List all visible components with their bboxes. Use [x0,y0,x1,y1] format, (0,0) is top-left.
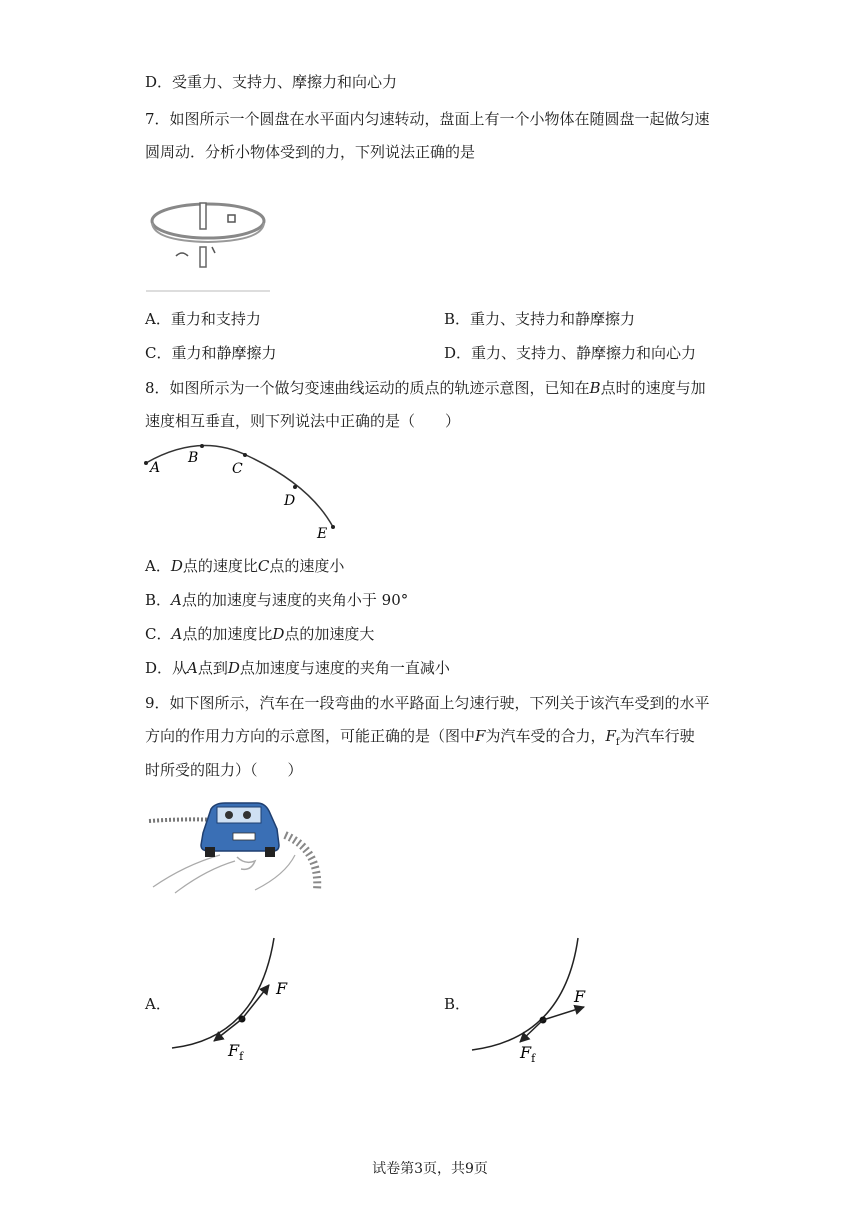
point-e-label: E [317,526,328,542]
car-on-curved-road-figure [145,795,325,895]
q9-option-b-figure [468,938,608,1068]
q9-option-a-label: A． [145,995,171,1013]
q6-option-d: D．受重力、支持力、摩擦力和向心力 [145,73,398,91]
q7-option-d: D．重力、支持力、静摩擦力和向心力 [444,344,697,362]
point-a-label: A [150,460,161,476]
trajectory-figure [140,440,350,545]
point-b-label: B [188,450,199,466]
q7-stem-line2: 圆周动．分析小物体受到的力，下列说法正确的是 [145,143,476,161]
q8-stem-line2: 速度相互垂直，则下列说法中正确的是（ ） [145,412,461,430]
q9-option-a-figure [168,938,308,1068]
q8-option-c: C．A点的加速度比D点的加速度大 [145,625,375,643]
rotating-disc-figure [140,195,280,295]
q7-option-b: B．重力、支持力和静摩擦力 [444,310,636,328]
q9-stem-line3: 时所受的阻力）（ ） [145,761,303,779]
q8-stem-line1: 8．如图所示为一个做匀变速曲线运动的质点的轨迹示意图，已知在B点时的速度与加 [145,379,706,397]
q7-option-c: C．重力和静摩擦力 [145,344,277,362]
q9-a-force-ff: $F_f$ [228,1041,244,1063]
q9-a-force-f: F [276,979,288,998]
q7-option-a: A．重力和支持力 [145,310,261,328]
q9-stem-line2: 方向的作用力方向的示意图，可能正确的是（图中F为汽车受的合力，$F_f$为汽车行驶 [145,727,695,748]
q8-option-b: B．A点的加速度与速度的夹角小于 90° [145,591,409,609]
q9-option-b-label: B． [444,995,471,1013]
page-footer: 试卷第3页，共9页 [372,1161,488,1177]
q9-b-force-f: F [574,987,586,1006]
q7-stem-line1: 7．如图所示一个圆盘在水平面内匀速转动，盘面上有一个小物体在随圆盘一起做匀速 [145,110,710,128]
q9-b-force-ff: $F_f$ [520,1043,536,1065]
q9-stem-line1: 9．如下图所示，汽车在一段弯曲的水平路面上匀速行驶，下列关于该汽车受到的水平 [145,694,710,712]
point-d-label: D [284,493,296,509]
point-c-label: C [232,461,243,477]
q8-option-a: A．D点的速度比C点的速度小 [145,557,345,575]
q8-option-d: D．从A点到D点加速度与速度的夹角一直减小 [145,659,450,677]
